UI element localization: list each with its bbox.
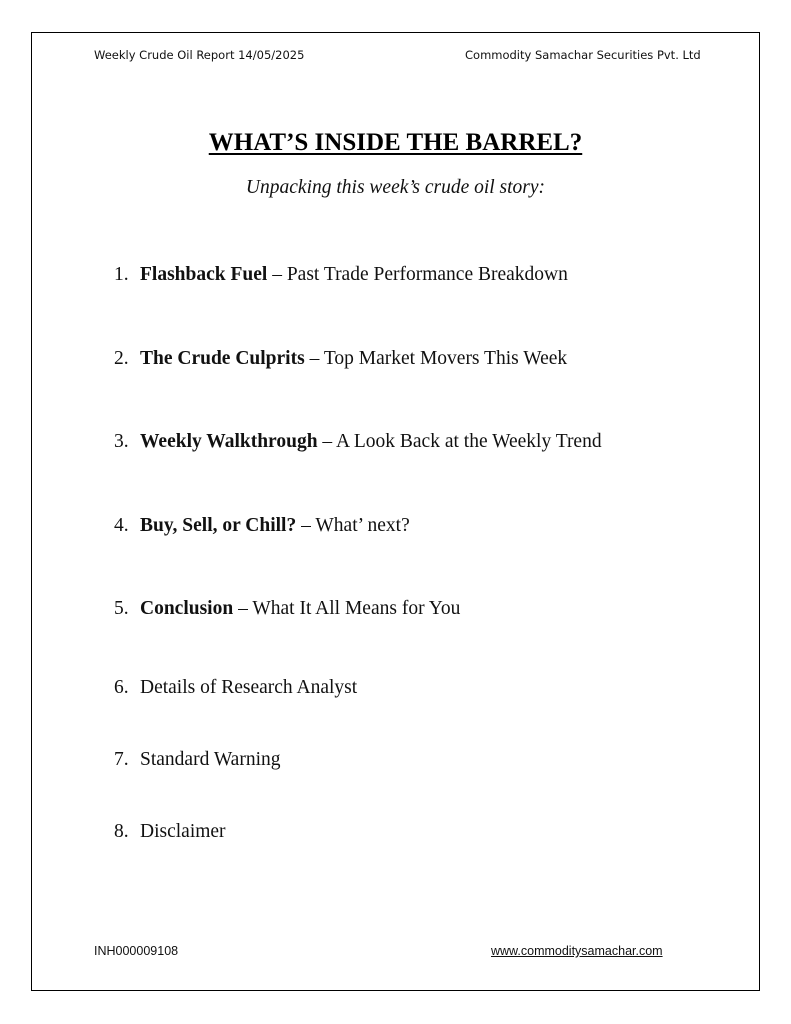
toc-item-3 xyxy=(114,431,602,453)
page-title-text: WHAT’S INSIDE THE BARREL? xyxy=(208,129,583,156)
toc-item-5 xyxy=(114,598,460,620)
toc-item-text: Details of Research Analyst xyxy=(140,677,358,698)
toc-item-number: 3. xyxy=(114,431,129,452)
toc-item-bold: Buy, Sell, or Chill? xyxy=(140,515,297,536)
toc-item-number: 1. xyxy=(114,264,129,285)
toc-item-number: 8. xyxy=(114,821,129,842)
toc-item-number: 2. xyxy=(114,348,129,369)
toc-item-text: Standard Warning xyxy=(140,749,281,770)
toc-item-text: – What It All Means for You xyxy=(233,598,461,619)
toc-item-text: – What’ next? xyxy=(296,515,410,536)
toc-item-text: Disclaimer xyxy=(140,821,226,842)
footer-registration-number: INH000009108 xyxy=(94,944,179,958)
toc-item-number: 4. xyxy=(114,515,129,536)
toc-item-bold: Conclusion xyxy=(140,598,234,619)
toc-item-number: 6. xyxy=(114,677,129,698)
toc-item-bold: The Crude Culprits xyxy=(140,348,305,369)
toc-item-text: – Top Market Movers This Week xyxy=(304,348,568,369)
toc-item-7 xyxy=(114,749,281,771)
toc-item-number: 7. xyxy=(114,749,129,770)
header-company-name: Commodity Samachar Securities Pvt. Ltd xyxy=(465,48,701,62)
toc-item-number: 5. xyxy=(114,598,129,619)
toc-item-1 xyxy=(114,264,568,286)
header-report-title: Weekly Crude Oil Report 14/05/2025 xyxy=(94,48,305,62)
toc-item-2 xyxy=(114,348,567,370)
toc-item-8 xyxy=(114,821,226,843)
page-title xyxy=(0,129,791,157)
footer-website-link[interactable]: www.commoditysamachar.com xyxy=(491,944,663,958)
toc-item-4 xyxy=(114,515,410,537)
toc-item-bold: Flashback Fuel xyxy=(140,264,268,285)
page-subtitle: Unpacking this week’s crude oil story: xyxy=(245,177,546,198)
toc-item-text: – A Look Back at the Weekly Trend xyxy=(317,431,602,452)
page-border xyxy=(31,32,760,991)
toc-item-bold: Weekly Walkthrough xyxy=(140,431,318,452)
toc-item-6 xyxy=(114,677,357,699)
toc-item-text: – Past Trade Performance Breakdown xyxy=(267,264,568,285)
